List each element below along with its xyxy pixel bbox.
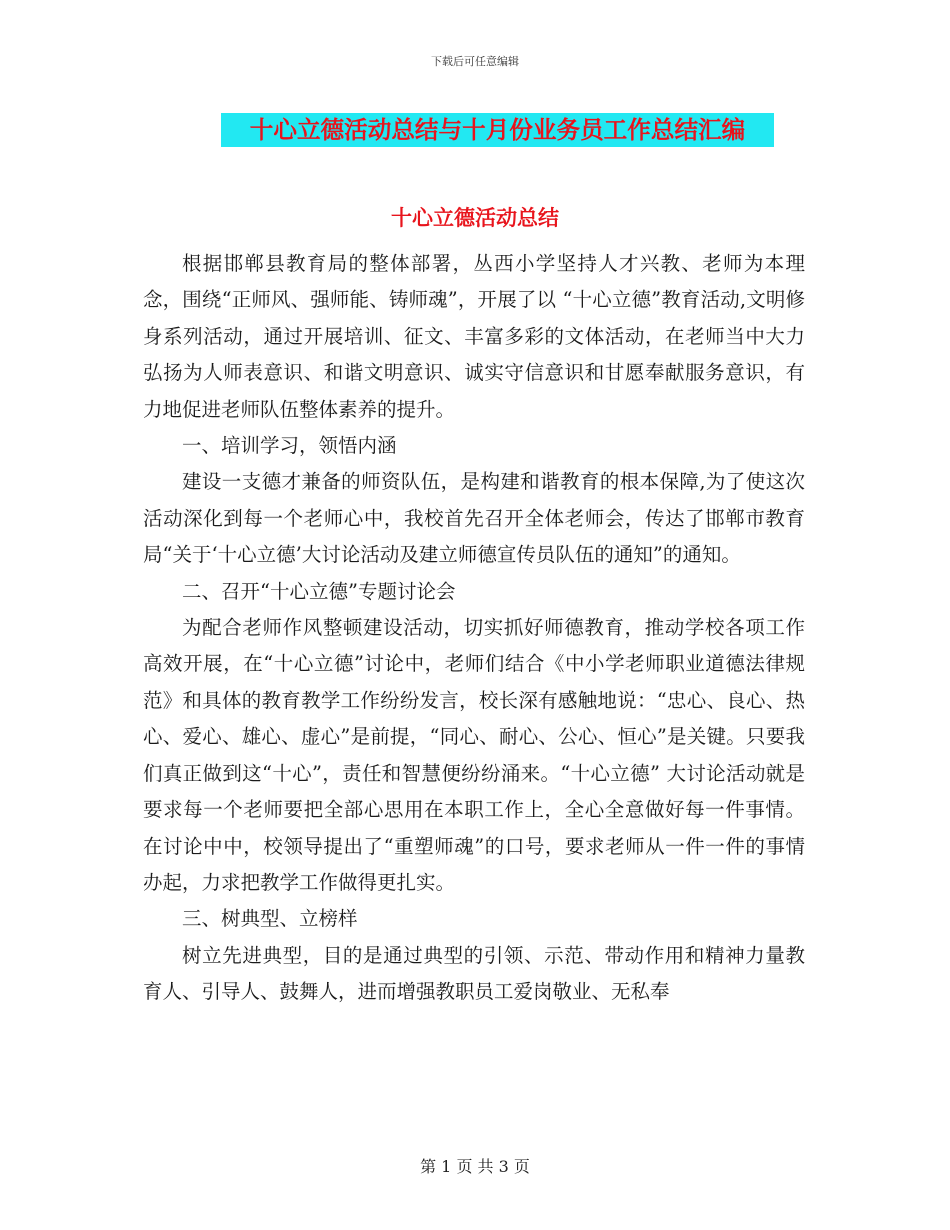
paragraph-models: 树立先进典型，目的是通过典型的引领、示范、带动作用和精神力量教育人、引导人、鼓舞人，进而增强教职员工爱岗敬业、无私奉 — [143, 943, 805, 1004]
subheading-training: 一、培训学习，领悟内涵 — [182, 434, 397, 458]
document-body — [143, 246, 805, 1011]
paragraph-intro: 根据邯郸县教育局的整体部署，丛西小学坚持人才兴教、老师为本理念，围绕“正师风、强师能、铸师魂”，开展了以 “十心立德”教育活动,文明修身系列活动，通过开展培训、征文、丰富多彩的文体活动，在老师当中大力弘扬为人师表意识、和谐文明意识、诚实守信意识和甘愿奉献服务意识，有力地促进老师队伍整体素养的提升。 — [143, 252, 805, 421]
header-note: 下载后可任意编辑 — [431, 55, 519, 68]
document-title: 十心立德活动总结与十月份业务员工作总结汇编 — [221, 113, 774, 147]
section-title: 十心立德活动总结 — [391, 205, 559, 230]
page-number-footer: 第 1 页 共 3 页 — [420, 1157, 530, 1176]
subheading-discussion: 二、召开“十心立德”专题讨论会 — [182, 579, 456, 603]
paragraph-training: 建设一支德才兼备的师资队伍，是构建和谐教育的根本保障,为了使这次活动深化到每一个老师心中，我校首先召开全体老师会，传达了邯郸市教育局“关于‘十心立德’大讨论活动及建立师德宣传员队伍的通知”的通知。 — [143, 470, 805, 567]
paragraph-discussion: 为配合老师作风整顿建设活动，切实抓好师德教育，推动学校各项工作高效开展，在“十心立德”讨论中，老师们结合《中小学老师职业道德法律规范》和具体的教育教学工作纷纷发言，校长深有感触地说：“忠心、良心、热心、爱心、雄心、虚心”是前提，“同心、耐心、公心、恒心”是关键。只要我们真正做到这“十心”，责任和智慧便纷纷涌来。“十心立德” 大讨论活动就是要求每一个老师要把全部心思用在本职工作上，全心全意做好每一件事情。在讨论中中，校领导提出了“重塑师魂”的口号，要求老师从一件一件的事情办起，力求把教学工作做得更扎实。 — [143, 616, 805, 894]
subheading-models: 三、树典型、立榜样 — [182, 907, 358, 931]
